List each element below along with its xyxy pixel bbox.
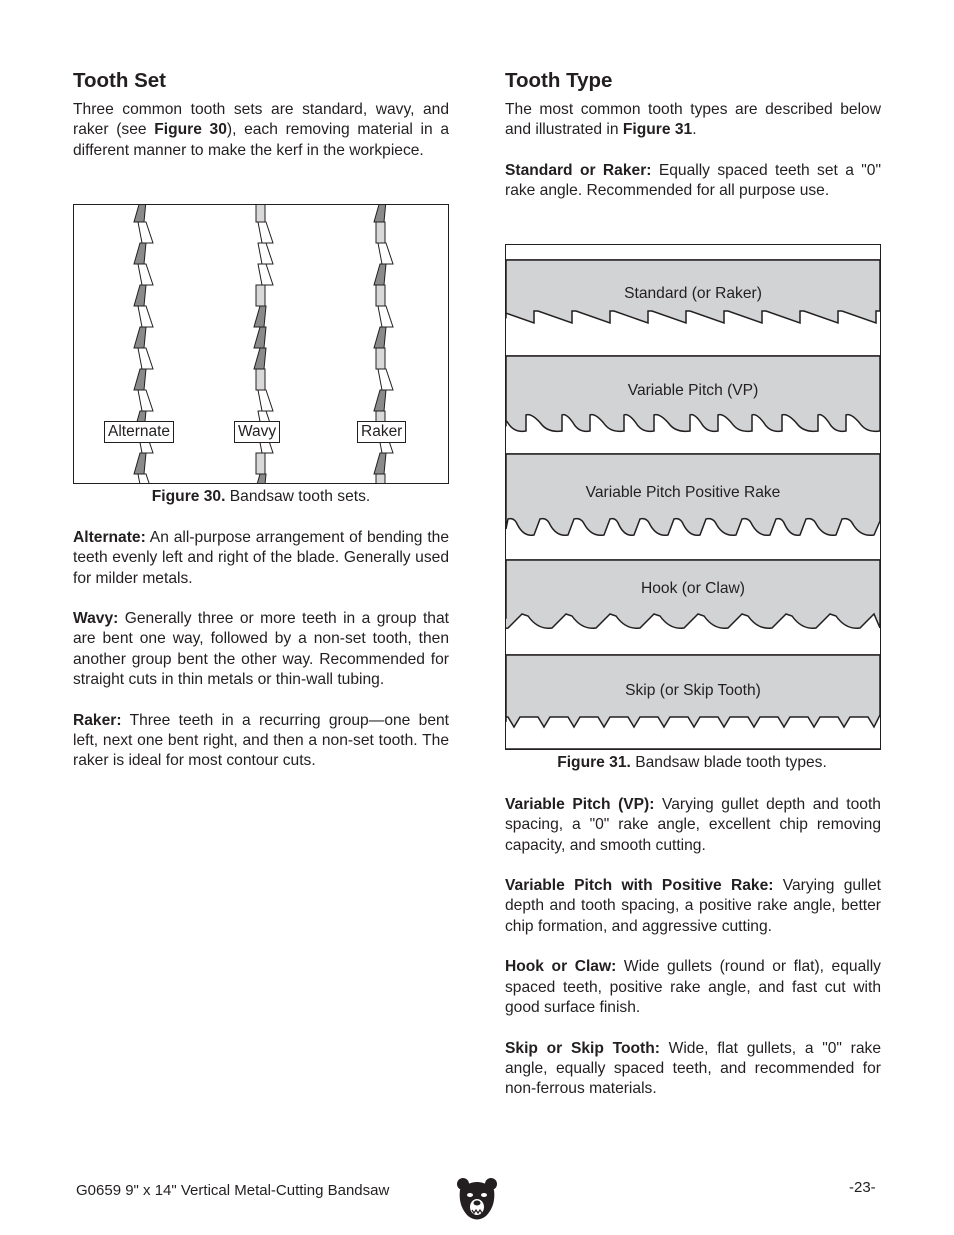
- tooth-set-descriptions: [73, 528, 449, 792]
- term: Variable Pitch with Positive Rake:: [505, 877, 774, 895]
- vp-description: [505, 795, 881, 856]
- term: Raker:: [73, 711, 122, 729]
- blade-tooth: [138, 348, 153, 369]
- intro-text-end: .: [692, 121, 697, 139]
- term: Skip or Skip Tooth:: [505, 1039, 660, 1057]
- blade-tooth: [134, 205, 146, 222]
- left-column: [73, 68, 449, 181]
- figure-31-tooth-types: [505, 244, 881, 750]
- blade-tooth: [374, 390, 386, 411]
- wavy-label: Wavy: [234, 421, 280, 443]
- definition: Generally three or more teeth in a group that are bent one way, followed by a non-set tooth, then another group bent the other way. Recommended for straight cuts in thin metals or thin-wall tubing.: [73, 610, 449, 689]
- blade-tooth: [374, 264, 386, 285]
- definition: Wide gullets (round or flat), equally spaced teeth, positive rake angle, and fast cut with good surface finish.: [505, 958, 881, 1016]
- blade-tooth: [374, 205, 386, 222]
- blade-tooth: [374, 327, 386, 348]
- blade-tooth: [376, 474, 385, 483]
- blade-tooth: [134, 453, 146, 474]
- definition: Varying gullet depth and tooth spacing, a "0" rake angle, excellent chip removing capacity, and smooth cutting.: [505, 796, 881, 854]
- blade-label-vp-positive-rake: Variable Pitch Positive Rake: [585, 484, 781, 501]
- tooth-type-intro: [505, 100, 881, 141]
- definition: Equally spaced teeth set a "0" rake angle. Recommended for all purpose use.: [505, 161, 881, 200]
- blade-tooth: [254, 327, 266, 348]
- term: Hook or Claw:: [505, 958, 617, 976]
- caption-label: Figure 31.: [557, 754, 631, 771]
- blade-tooth: [138, 390, 153, 411]
- bear-head-icon: [456, 1176, 498, 1227]
- blade-tooth: [134, 327, 146, 348]
- blade-tooth: [138, 306, 153, 327]
- raker-label: Raker: [357, 421, 406, 443]
- term: Wavy:: [73, 610, 119, 628]
- intro-text: Three common tooth sets are standard, wavy, and raker (see: [73, 101, 449, 139]
- caption-text: Bandsaw blade tooth types.: [630, 754, 827, 771]
- definition: An all-purpose arrangement of bending the teeth evenly left and right of the blade. Generally used for milder metals.: [73, 529, 449, 587]
- definition: Varying gullet depth and tooth spacing, a positive rake angle, better chip formation, and aggressive cutting.: [505, 877, 881, 935]
- tooth-set-intro: [73, 100, 449, 161]
- tooth-type-heading: Tooth Type: [505, 69, 613, 92]
- blade-tooth: [374, 453, 386, 474]
- tooth-type-descriptions: [505, 795, 881, 1120]
- blade-tooth: [258, 243, 273, 264]
- standard-description: [505, 161, 881, 202]
- blade-tooth: [256, 369, 265, 390]
- intro-text-end: ), each removing material in a different manner to make the kerf in the workpiece.: [73, 121, 449, 159]
- blade-tooth: [254, 348, 266, 369]
- wavy-description: [73, 609, 449, 690]
- blade-tooth: [254, 306, 266, 327]
- caption-label: Figure 30.: [151, 488, 226, 505]
- blade-tooth: [256, 285, 265, 306]
- raker-description: [73, 711, 449, 772]
- blade-tooth: [258, 264, 273, 285]
- figure-31-caption: [505, 753, 879, 773]
- blade-tooth: [134, 369, 146, 390]
- alternate-label: Alternate: [104, 421, 174, 443]
- alternate-description: [73, 528, 449, 589]
- blade-tooth: [256, 205, 265, 222]
- definition: Wide, flat gullets, a "0" rake angle, equally spaced teeth, and recommended for non-ferrous materials.: [505, 1039, 881, 1098]
- term: Alternate:: [73, 529, 146, 546]
- blade-tooth: [376, 348, 385, 369]
- blade-tooth: [378, 243, 393, 264]
- term: Variable Pitch (VP):: [505, 796, 655, 813]
- definition: Three teeth in a recurring group—one bent left, next one bent right, and then a non-set tooth. The raker is ideal for most contour cuts.: [73, 711, 449, 770]
- blade-tooth: [138, 264, 153, 285]
- blade-label-variable-pitch: Variable Pitch (VP): [627, 382, 759, 399]
- blade-tooth: [378, 306, 393, 327]
- figure-31-ref: Figure 31: [622, 121, 693, 139]
- figure-30-tooth-sets: [73, 204, 449, 484]
- blade-tooth: [138, 474, 153, 483]
- skip-description: [505, 1039, 881, 1100]
- blade-tooth: [378, 369, 393, 390]
- figure-30-caption: [73, 487, 449, 507]
- page-number: -23-: [849, 1179, 876, 1196]
- hook-description: [505, 957, 881, 1018]
- blade-tooth: [134, 285, 146, 306]
- vp-positive-rake-description: [505, 876, 881, 937]
- blade-tooth: [376, 285, 385, 306]
- blade-tooth: [258, 390, 273, 411]
- blade-label-hook: Hook (or Claw): [641, 580, 745, 597]
- term: Standard or Raker:: [505, 161, 652, 179]
- intro-text: The most common tooth types are described below and illustrated in: [505, 101, 881, 139]
- caption-text: Bandsaw tooth sets.: [225, 488, 371, 505]
- blade-tooth: [134, 243, 146, 264]
- right-column: [505, 68, 881, 222]
- blade-tooth: [138, 222, 153, 243]
- figure-30-ref: Figure 30: [154, 121, 227, 139]
- blade-tooth: [254, 474, 266, 483]
- blade-tooth: [376, 222, 385, 243]
- blade-label-skip: Skip (or Skip Tooth): [625, 682, 761, 699]
- blade-tooth: [256, 453, 265, 474]
- tooth-set-heading: Tooth Set: [73, 69, 166, 92]
- footer-model: G0659 9" x 14" Vertical Metal-Cutting Bandsaw: [76, 1182, 390, 1199]
- blade-label-standard: Standard (or Raker): [624, 285, 762, 302]
- blade-tooth: [258, 222, 273, 243]
